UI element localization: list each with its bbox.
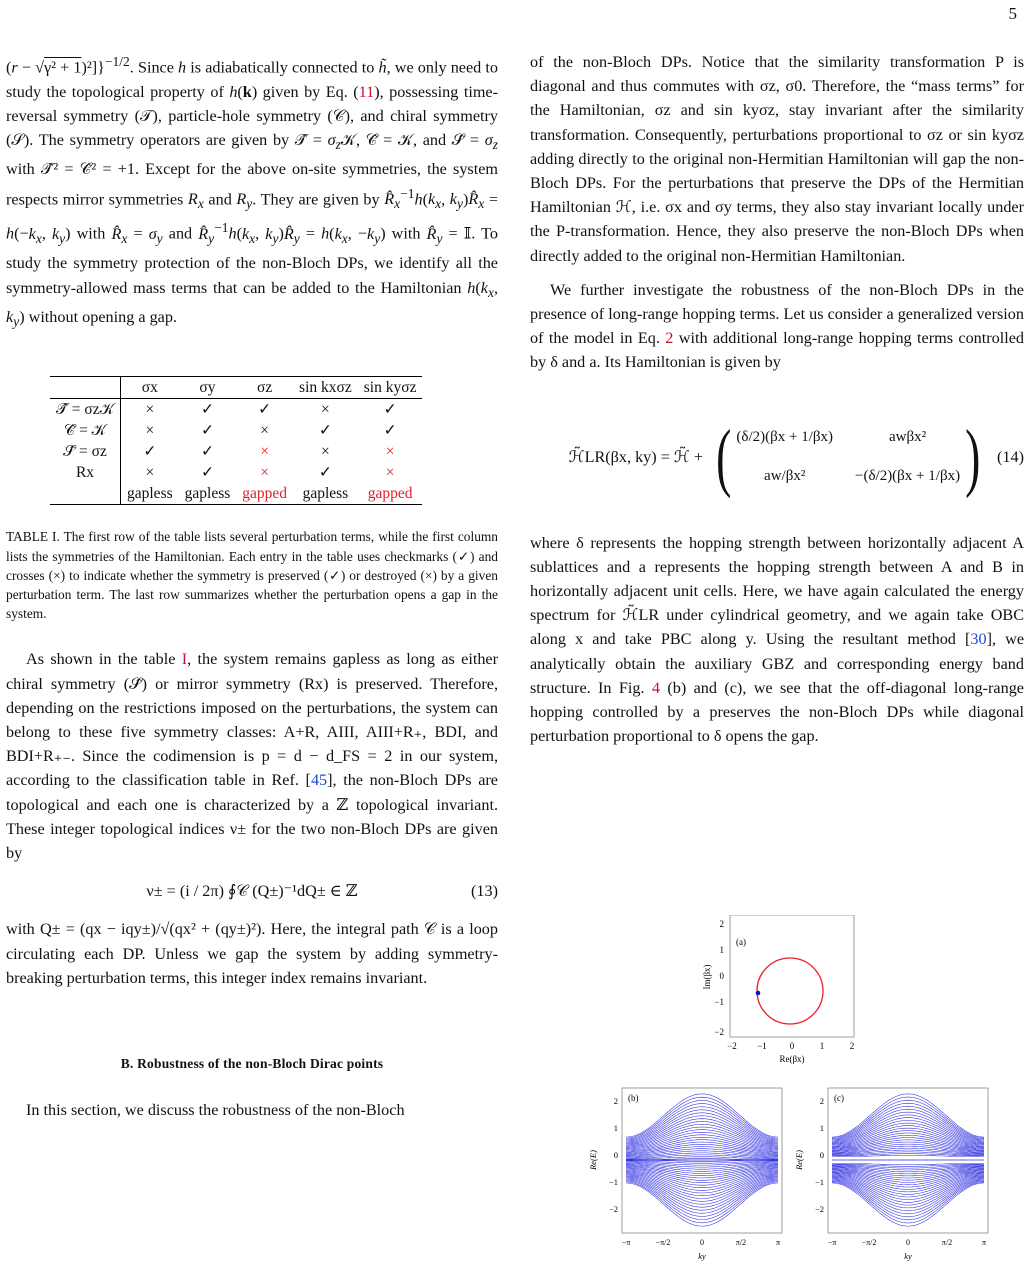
row-label	[50, 483, 121, 505]
matrix-entry: (δ/2)(βx + 1/βx)	[736, 429, 833, 446]
row-label: 𝒮̂ = σz	[50, 441, 121, 462]
panel-a-frame	[730, 915, 854, 1037]
right-column	[530, 50, 1024, 748]
x-tick: −π/2	[655, 1238, 671, 1247]
figure-4	[570, 915, 1010, 1277]
table-cell: gapless	[121, 483, 179, 505]
y-tick: 0	[719, 971, 724, 981]
table-header-cell: σz	[236, 377, 293, 399]
table-cell: ✓	[318, 422, 332, 440]
symmetry-table	[50, 376, 422, 505]
table-cell: ✓	[383, 422, 397, 440]
y-tick: 1	[719, 945, 724, 955]
eq-ref-11[interactable]: 11	[358, 82, 375, 101]
table-cell: gapless	[179, 483, 237, 505]
table-row	[50, 441, 422, 462]
panel-c-xlabel: ky	[904, 1251, 912, 1261]
right-paragraph-1: of the non-Bloch DPs. Notice that the similarity transformation P is diagonal and thus commutes with σz, σ0. Therefore, the “mass terms” for the Hamiltonian, σz and sin kyσz, stay invariant after the similarity transformation. Consequently, perturbations proportional to σz or sin kyσz adding directly to the original non-Hermitian Hamiltonian will gap the non-Bloch DPs. For the perturbations that preserve the DPs of the Hermitian Hamiltonian ℋ, i.e. σx and σy terms, they also stay invariant locally under the P-transformation. Hence, they also preserve the non-Bloch DPs when directly added to the original non-Hermitian Hamiltonian.	[530, 53, 1024, 265]
panel-a-label: (a)	[736, 937, 746, 947]
y-tick: 2	[719, 919, 724, 929]
equation-14-lhs: ℋ̃LR(βx, ky) = ℋ̃ +	[568, 447, 704, 466]
y-tick: 2	[819, 1096, 824, 1106]
x-tick: 0	[700, 1238, 704, 1247]
section-title: B. Robustness of the non-Bloch Dirac points	[120, 1056, 384, 1072]
table-cell: gapless	[293, 483, 358, 505]
table-header-cell: sin kxσz	[293, 377, 358, 399]
eq-ref-2[interactable]: 2	[665, 329, 674, 348]
panel-c-label: (c)	[834, 1093, 844, 1103]
matrix-entry: awβx²	[888, 429, 927, 446]
x-tick: −1	[757, 1041, 767, 1051]
left-column	[6, 50, 498, 1122]
table-caption: TABLE I. The first row of the table lists several perturbation terms, while the first column lists the symmetries of the Hamiltonian. Each entry in the table uses checkmarks (✓) and crosses (×) to indicate whether the symmetry is preserved (✓) or destroyed (×) by a given perturbation term. The last row summarizes whether the perturbation opens a gap in the system.	[6, 529, 498, 622]
left-paragraph-4: In this section, we discuss the robustness of the non-Bloch	[26, 1101, 405, 1120]
y-tick: −2	[608, 1204, 618, 1214]
matrix-entry: −(δ/2)(βx + 1/βx)	[855, 467, 961, 484]
x-tick: −π	[621, 1238, 631, 1247]
right-paragraph-2: We further investigate the robustness of the non-Bloch DPs in the presence of long-range hopping terms. Let us consider a generalized version of the model in Eq. 2 with additional long-range hopping terms controlled by δ and a. Its Hamiltonian is given by	[530, 280, 1025, 372]
x-tick: π/2	[941, 1238, 953, 1247]
y-tick: 0	[819, 1150, 824, 1160]
x-tick: −π/2	[861, 1238, 877, 1247]
equation-14-number: (14)	[997, 447, 1024, 466]
y-tick: −1	[714, 997, 724, 1007]
table-cell: ✓	[200, 422, 214, 440]
panel-c-ylabel: Re(E)	[794, 1150, 804, 1170]
y-tick: −2	[714, 1027, 724, 1037]
y-tick: 2	[613, 1096, 618, 1106]
table-cell: ×	[260, 464, 270, 482]
table-header-cell: σy	[179, 377, 237, 399]
y-tick: 1	[819, 1123, 824, 1133]
table-header-cell: sin kyσz	[358, 377, 423, 399]
x-tick: −2	[727, 1041, 737, 1051]
panel-b	[588, 1088, 782, 1261]
table-summary-row	[50, 483, 422, 505]
x-tick: 0	[906, 1238, 910, 1247]
table-cell: ✓	[143, 443, 157, 461]
panel-a	[702, 915, 854, 1064]
panel-a-ylabel: Im(βx)	[702, 964, 712, 990]
y-tick: −2	[814, 1204, 824, 1214]
equation-13-body: ν± = (i / 2π) ∮𝒞 (Q±)⁻¹dQ± ∈ ℤ	[146, 882, 358, 901]
table-cell: ×	[145, 464, 155, 482]
x-tick: π	[775, 1238, 781, 1247]
matrix-right-paren: )	[965, 414, 981, 499]
x-tick: −π	[827, 1238, 837, 1247]
table-ref[interactable]: I	[181, 650, 188, 669]
x-tick: 1	[819, 1041, 825, 1051]
x-tick: π	[981, 1238, 987, 1247]
left-paragraph-2: As shown in the table I, the system remains gapless as long as either chiral symmetry (𝒮̂) or mirror symmetry (Rx) is preserved. Therefore, depending on the restrictions imposed on the perturbations, the system can belong to these five symmetry classes: A+R, AIII, AIII+R₊, BDI, and BDI+R₊₋. Since the codimension is p = d − d_FS = 2 in our system, according to the classification table in Ref. [45], the non-Bloch DPs are topological and each one is characterized by a ℤ topological invariant. These integer topological indices ν± for the two non-Bloch DPs are given by	[6, 650, 498, 863]
equation-14-matrix	[736, 425, 960, 487]
table-cell: ✓	[318, 464, 332, 482]
row-label: Rx	[50, 462, 121, 483]
citation-45[interactable]: 45	[310, 771, 328, 790]
table-cell: ✓	[200, 443, 214, 461]
table-cell: ×	[145, 422, 155, 440]
table-cell: ✓	[383, 401, 397, 419]
table-row	[50, 399, 422, 421]
x-tick: 2	[849, 1041, 855, 1051]
citation-30[interactable]: 30	[970, 630, 987, 649]
table-cell: ×	[145, 401, 155, 419]
panel-a-xlabel: Re(βx)	[779, 1054, 805, 1064]
panel-c	[794, 1088, 988, 1261]
gbz-point	[756, 991, 761, 996]
equation-14	[530, 409, 1024, 505]
matrix-entry: aw/βx²	[764, 467, 806, 484]
table-header-row	[50, 377, 422, 399]
matrix-left-paren: (	[716, 414, 732, 499]
y-tick: −1	[608, 1177, 618, 1187]
panel-b-ylabel: Re(E)	[588, 1150, 598, 1170]
table-cell: ✓	[200, 401, 214, 419]
table-cell: ×	[321, 401, 330, 419]
panel-b-label: (b)	[628, 1093, 639, 1103]
table-header-cell: σx	[121, 377, 179, 399]
equation-13-number: (13)	[471, 882, 498, 901]
figure-ref[interactable]: 4	[651, 678, 660, 697]
table-row	[50, 462, 422, 483]
x-tick: π/2	[735, 1238, 747, 1247]
row-label: 𝒞̂ = 𝒦	[50, 420, 121, 441]
panel-c-frame	[828, 1088, 988, 1233]
y-tick: 1	[613, 1123, 618, 1133]
y-tick: 0	[613, 1150, 618, 1160]
right-paragraph-3: where δ represents the hopping strength between horizontally adjacent A sublattices and a represents the hopping strength between A and B in horizontally adjacent unit cells. Here, we have again calculated the energy spectrum for ℋ̃LR under cylindrical geometry, and we again take OBC along x and take PBC along y. Using the resultant method [30], we analytically obtain the auxiliary GBZ and corresponding energy band structure. In Fig. 4 (b) and (c), we see that the off-diagonal long-range hopping controlled by a preserves the non-Bloch DPs while diagonal perturbation proportional to δ opens the gap.	[530, 533, 1024, 746]
left-paragraph-1: (r − √γ² + 1)²]}$^{-1/2}$. Since h is adiabatically connected to h̃, we only need to study the topological property of h(k) given by Eq. (11), possessing time-reversal symmetry (𝒯), particle-hole symmetry (𝒞), and chiral symmetry (𝒮). The symmetry operators are given by 𝒯̂ = $\sigma_z𝒦$, 𝒞̂ = 𝒦, and 𝒮̂ = $\sigma_z$ with 𝒯̂² = 𝒞̂² = +1. Except for the above on-site symmetries, the system respects mirror symmetries $R_x$ and $R_y$. They are given by $R̂_x^{-1}h(k_x$, $k_y)R̂_x = h(-k_x$, $k_y$) with $R̂_x = \sigma_y$ and $R̂_y^{-1}h(k_x$, $k_y)R̂_y = h(k_x$, $-k_y$) with $R̂_y$ = 𝕀. To study the symmetry protection of the non-Bloch DPs, we identify all the symmetry-allowed mass terms that can be added to the Hamiltonian $h(k_x$, $k_y$) without opening a gap.	[6, 54, 499, 330]
panel-b-xlabel: ky	[698, 1251, 706, 1261]
equation-13	[6, 879, 498, 903]
x-tick: 0	[789, 1041, 795, 1051]
page-number: 5	[1008, 4, 1017, 23]
table-cell: ×	[260, 443, 270, 461]
table-corner	[50, 377, 121, 399]
table-cell: ×	[385, 443, 395, 461]
table-cell: ×	[260, 422, 270, 440]
table-cell: gapped	[358, 483, 423, 505]
table-cell: ✓	[258, 401, 272, 419]
row-label: 𝒯̂ = σz𝒦	[50, 399, 121, 421]
table-cell: ×	[385, 464, 395, 482]
table-cell: ×	[321, 443, 330, 461]
left-paragraph-3: with Q± = (qx − iqy±)/√(qx² + (qy±)²). Here, the integral path 𝒞 is a loop circulating each DP. Unless we gap the system by adding symmetry-breaking perturbation terms, this integer index remains invariant.	[6, 920, 498, 987]
y-tick: −1	[814, 1177, 824, 1187]
table-row	[50, 420, 422, 441]
table-cell: gapped	[236, 483, 293, 505]
table-cell: ✓	[200, 464, 214, 482]
